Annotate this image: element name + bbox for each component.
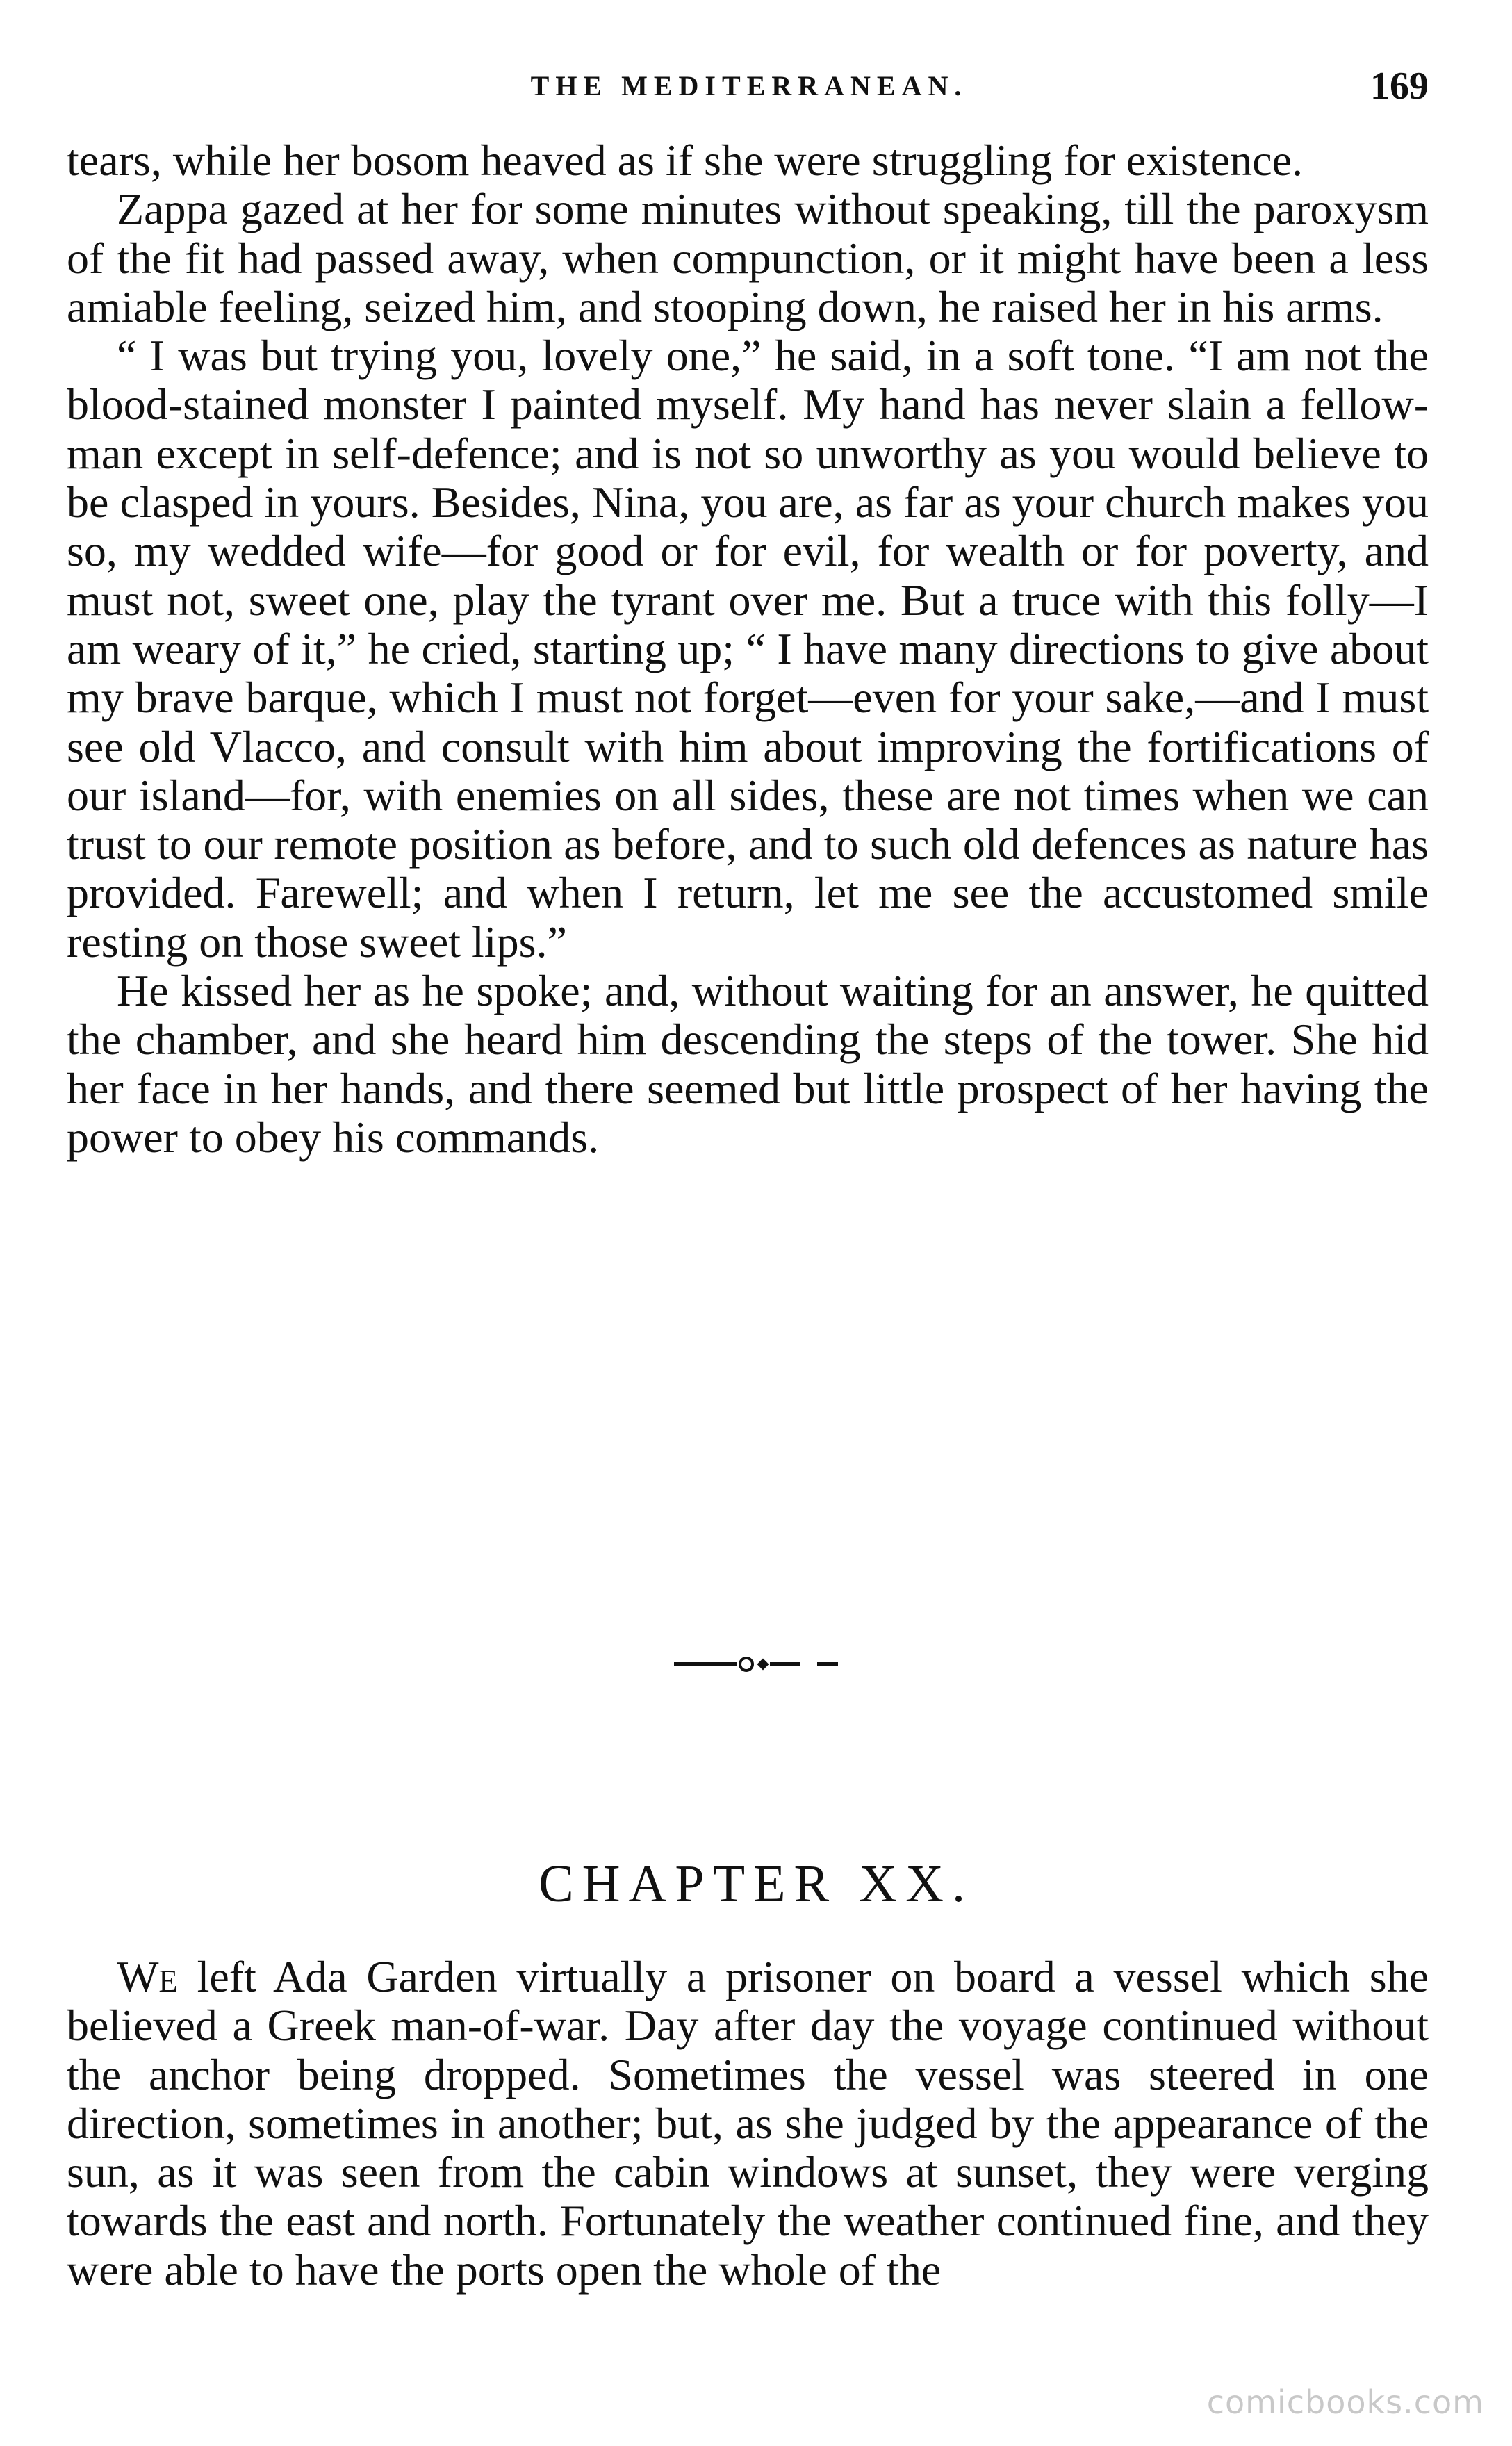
- ornament-flourish: [674, 1657, 800, 1672]
- chapter-heading: CHAPTER XX.: [538, 1855, 974, 1913]
- watermark: comicbooks.com: [1206, 2383, 1484, 2421]
- paragraph: Zappa gazed at her for some minutes without speaking, till the paroxysm of the fit had passed away, when compunction, or it might have been a less amiable feeling, seized him, and stooping down, he raised her in his arms.: [67, 184, 1429, 331]
- section-divider-ornament: [0, 1654, 1512, 1675]
- page-header: [69, 64, 1429, 120]
- chapter-text: [67, 1953, 1429, 2295]
- ornament-knot: [739, 1657, 754, 1672]
- chapter-opening-paragraph: [67, 1953, 1429, 2295]
- ornament-diamond: [757, 1659, 769, 1671]
- page-number: 169: [1370, 65, 1429, 108]
- ornament-rule-left: [674, 1662, 737, 1666]
- paragraph: tears, while her bosom heaved as if she were struggling for existence.: [67, 136, 1303, 185]
- paragraph: “ I was but trying you, lovely one,” he said, in a soft tone. “I am not the blood-stained monster I painted myself. My hand has never slain a fellow-man except in self-defence; and is not so unworthy as you would believe to be clasped in yours. Besides, Nina, you are, as far as your church makes you so, my wedded wife—for good or for evil, for wealth or for poverty, and must not, sweet one, play the tyrant over me. But a truce with this folly—I am weary of it,” he cried, starting up; “ I have many directions to give about my brave barque, which I must not forget—even for your sake,—and I must see old Vlacco, and consult with him about improving the fortifications of our island—for, with enemies on all sides, these are not times when we can trust to our remote position as before, and to such old defences as nature has provided. Farewell; and when I return, let me see the accustomed smile resting on those sweet lips.”: [67, 331, 1429, 967]
- chapter-first-word: We: [117, 1952, 178, 2001]
- chapter-first-paragraph-text: left Ada Garden virtually a prisoner on board a vessel which she believed a Greek man-of-war. Day after day the voyage continued without the anchor being dropped. Sometimes the vessel was steered in one direction, sometimes in another; but, as she judged by the appearance of the sun, as it was seen from the cabin windows at sunset, they were verging towards the east and north. Fortunately the weather continued fine, and they were able to have the ports open the whole of the: [67, 1952, 1429, 2295]
- body-text: [67, 136, 1429, 1162]
- ornament-rule-right: [770, 1662, 800, 1666]
- running-title: THE MEDITERRANEAN.: [530, 70, 968, 101]
- paragraph: He kissed her as he spoke; and, without waiting for an answer, he quitted the chamber, and she heard him descending the steps of the tower. She hid her face in her hands, and there seemed but little prospect of her having the power to obey his commands.: [67, 966, 1429, 1162]
- ornament-dash: [817, 1662, 838, 1666]
